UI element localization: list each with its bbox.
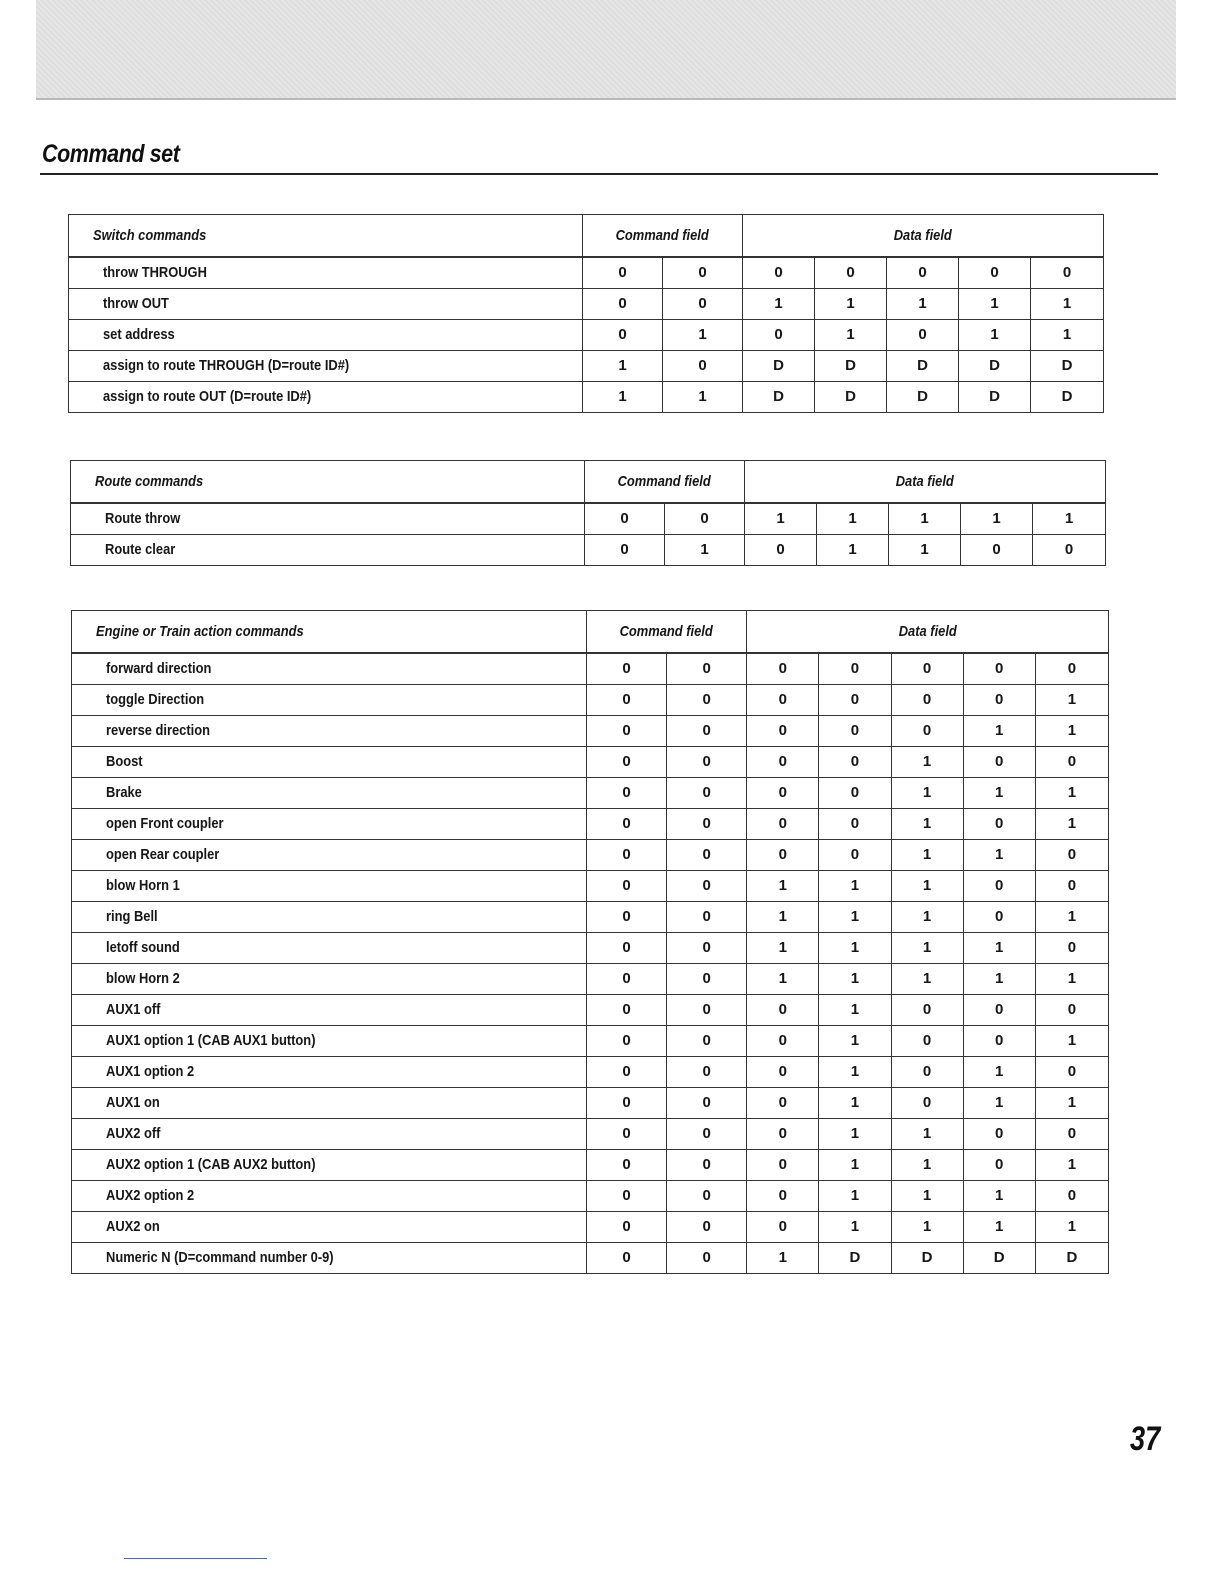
- table-row: [72, 715, 1109, 746]
- section-title: Command set: [42, 140, 180, 168]
- command-bit-cell: 1: [663, 381, 743, 412]
- data-bit-cell: 1: [745, 503, 817, 534]
- command-bit-cell: 0: [586, 746, 666, 777]
- data-bit-cell: 0: [747, 777, 819, 808]
- command-bit-cell: 0: [586, 901, 666, 932]
- data-bit-cell: 0: [819, 808, 891, 839]
- data-bit-cell: D: [819, 1242, 891, 1273]
- data-bit-cell: 1: [891, 932, 963, 963]
- data-bit-cell: 1: [819, 963, 891, 994]
- command-bit-cell: 0: [667, 777, 747, 808]
- table-row: [71, 503, 1106, 534]
- command-bit-cell: 0: [586, 932, 666, 963]
- command-label: Numeric N (D=command number 0-9): [72, 1242, 587, 1273]
- data-bit-cell: 1: [819, 1211, 891, 1242]
- data-bit-cell: 0: [819, 715, 891, 746]
- command-label: Route throw: [71, 503, 585, 534]
- command-bit-cell: 0: [667, 1149, 747, 1180]
- command-bit-cell: 0: [586, 1087, 666, 1118]
- table-header-row: [71, 461, 1106, 504]
- table-row: [72, 870, 1109, 901]
- data-bit-cell: D: [887, 350, 959, 381]
- command-bit-cell: 0: [667, 1211, 747, 1242]
- command-label: blow Horn 2: [72, 963, 587, 994]
- data-bit-cell: 1: [1035, 808, 1108, 839]
- data-bit-cell: 0: [747, 715, 819, 746]
- data-bit-cell: 0: [963, 1025, 1035, 1056]
- data-bit-cell: 1: [747, 870, 819, 901]
- table-row: [72, 839, 1109, 870]
- command-label: Route clear: [71, 534, 585, 565]
- table-row: [69, 288, 1104, 319]
- command-label: AUX2 off: [72, 1118, 587, 1149]
- data-bit-cell: 1: [963, 1180, 1035, 1211]
- table-row: [72, 1118, 1109, 1149]
- header-band: [36, 0, 1176, 100]
- data-bit-cell: D: [959, 381, 1031, 412]
- data-bit-cell: 0: [1033, 534, 1106, 565]
- command-bit-cell: 0: [586, 994, 666, 1025]
- command-bit-cell: 0: [667, 870, 747, 901]
- table-title: Engine or Train action commands: [72, 611, 587, 654]
- command-field-header: Command field: [586, 611, 746, 654]
- command-bit-cell: 0: [586, 684, 666, 715]
- table-row: [69, 381, 1104, 412]
- data-bit-cell: 1: [819, 870, 891, 901]
- switch-commands-table: [68, 214, 1104, 413]
- data-bit-cell: 0: [963, 684, 1035, 715]
- table-row: [72, 684, 1109, 715]
- data-bit-cell: 1: [1035, 1149, 1108, 1180]
- command-bit-cell: 0: [586, 715, 666, 746]
- data-bit-cell: D: [815, 381, 887, 412]
- command-bit-cell: 0: [586, 963, 666, 994]
- data-bit-cell: 0: [747, 1087, 819, 1118]
- data-bit-cell: D: [963, 1242, 1035, 1273]
- command-bit-cell: 0: [586, 1180, 666, 1211]
- data-bit-cell: 1: [819, 1118, 891, 1149]
- data-bit-cell: 1: [963, 839, 1035, 870]
- data-bit-cell: D: [815, 350, 887, 381]
- data-bit-cell: 1: [819, 1180, 891, 1211]
- data-bit-cell: 1: [963, 932, 1035, 963]
- data-bit-cell: 1: [819, 1087, 891, 1118]
- data-bit-cell: 0: [891, 653, 963, 684]
- data-bit-cell: 0: [747, 1056, 819, 1087]
- data-bit-cell: 1: [889, 503, 961, 534]
- data-bit-cell: 1: [1035, 777, 1108, 808]
- command-bit-cell: 0: [586, 808, 666, 839]
- data-bit-cell: 0: [1035, 839, 1108, 870]
- data-bit-cell: 1: [891, 1211, 963, 1242]
- table-row: [72, 1025, 1109, 1056]
- data-bit-cell: 0: [891, 1087, 963, 1118]
- table-row: [72, 653, 1109, 684]
- table-row: [72, 1087, 1109, 1118]
- command-bit-cell: 1: [665, 534, 745, 565]
- table-row: [72, 808, 1109, 839]
- data-bit-cell: 1: [891, 870, 963, 901]
- data-bit-cell: 0: [963, 746, 1035, 777]
- command-bit-cell: 0: [667, 1180, 747, 1211]
- data-bit-cell: 1: [889, 534, 961, 565]
- data-bit-cell: 0: [891, 684, 963, 715]
- data-bit-cell: 0: [963, 1118, 1035, 1149]
- command-label: set address: [69, 319, 583, 350]
- data-field-header: Data field: [743, 215, 1104, 258]
- data-bit-cell: 1: [891, 963, 963, 994]
- data-bit-cell: 0: [747, 1025, 819, 1056]
- data-bit-cell: 1: [819, 901, 891, 932]
- data-bit-cell: 1: [743, 288, 815, 319]
- data-bit-cell: D: [743, 381, 815, 412]
- data-bit-cell: 1: [1031, 288, 1104, 319]
- command-bit-cell: 0: [667, 746, 747, 777]
- data-bit-cell: 1: [815, 319, 887, 350]
- command-bit-cell: 0: [585, 534, 665, 565]
- data-bit-cell: 0: [745, 534, 817, 565]
- data-bit-cell: 1: [1031, 319, 1104, 350]
- table-row: [72, 1149, 1109, 1180]
- page-number: 37: [1130, 1420, 1161, 1458]
- table-row: [72, 1180, 1109, 1211]
- engine-commands-table: [71, 610, 1109, 1274]
- data-bit-cell: 1: [819, 1056, 891, 1087]
- command-bit-cell: 0: [667, 963, 747, 994]
- command-label: AUX1 option 2: [72, 1056, 587, 1087]
- command-bit-cell: 0: [586, 777, 666, 808]
- command-label: open Front coupler: [72, 808, 587, 839]
- data-bit-cell: 1: [815, 288, 887, 319]
- table-header-row: [69, 215, 1104, 258]
- command-bit-cell: 0: [586, 1025, 666, 1056]
- data-bit-cell: 0: [747, 1149, 819, 1180]
- data-bit-cell: 1: [747, 963, 819, 994]
- command-label: AUX1 option 1 (CAB AUX1 button): [72, 1025, 587, 1056]
- data-bit-cell: 1: [1035, 1087, 1108, 1118]
- data-bit-cell: 1: [1035, 715, 1108, 746]
- command-bit-cell: 0: [585, 503, 665, 534]
- data-bit-cell: D: [1031, 381, 1104, 412]
- data-bit-cell: 1: [891, 839, 963, 870]
- data-bit-cell: 1: [891, 1180, 963, 1211]
- data-bit-cell: 0: [959, 257, 1031, 288]
- data-bit-cell: 1: [891, 901, 963, 932]
- table-row: [69, 350, 1104, 381]
- table-row: [72, 932, 1109, 963]
- table-row: [72, 1242, 1109, 1273]
- data-bit-cell: 1: [819, 1149, 891, 1180]
- command-label: assign to route THROUGH (D=route ID#): [69, 350, 583, 381]
- data-bit-cell: 0: [747, 994, 819, 1025]
- data-bit-cell: D: [891, 1242, 963, 1273]
- command-bit-cell: 0: [667, 839, 747, 870]
- data-bit-cell: 1: [961, 503, 1033, 534]
- data-bit-cell: 0: [1031, 257, 1104, 288]
- table-row: [72, 777, 1109, 808]
- data-bit-cell: 0: [819, 684, 891, 715]
- data-bit-cell: 1: [817, 503, 889, 534]
- table-row: [72, 1056, 1109, 1087]
- title-rule: [40, 173, 1158, 175]
- command-label: blow Horn 1: [72, 870, 587, 901]
- data-bit-cell: 0: [747, 746, 819, 777]
- command-bit-cell: 0: [667, 1242, 747, 1273]
- data-bit-cell: 1: [1035, 1211, 1108, 1242]
- command-label: letoff sound: [72, 932, 587, 963]
- command-bit-cell: 0: [667, 1087, 747, 1118]
- table-row: [69, 319, 1104, 350]
- table-row: [72, 901, 1109, 932]
- data-bit-cell: D: [959, 350, 1031, 381]
- table-row: [72, 994, 1109, 1025]
- command-bit-cell: 0: [663, 350, 743, 381]
- command-bit-cell: 1: [583, 350, 663, 381]
- table-row: [72, 1211, 1109, 1242]
- command-bit-cell: 0: [586, 1242, 666, 1273]
- data-bit-cell: 0: [887, 319, 959, 350]
- data-bit-cell: 0: [961, 534, 1033, 565]
- table-title: Switch commands: [69, 215, 583, 258]
- command-label: AUX1 off: [72, 994, 587, 1025]
- command-bit-cell: 0: [667, 932, 747, 963]
- command-bit-cell: 0: [586, 870, 666, 901]
- data-bit-cell: 1: [747, 1242, 819, 1273]
- command-bit-cell: 1: [583, 381, 663, 412]
- command-bit-cell: 0: [663, 257, 743, 288]
- data-bit-cell: 0: [963, 870, 1035, 901]
- data-bit-cell: 1: [963, 1211, 1035, 1242]
- data-bit-cell: 1: [959, 288, 1031, 319]
- command-bit-cell: 0: [586, 1149, 666, 1180]
- data-bit-cell: 0: [891, 1056, 963, 1087]
- data-bit-cell: 0: [963, 808, 1035, 839]
- command-label: ring Bell: [72, 901, 587, 932]
- command-bit-cell: 0: [586, 653, 666, 684]
- data-bit-cell: 1: [747, 932, 819, 963]
- data-bit-cell: 0: [747, 1118, 819, 1149]
- table-row: [71, 534, 1106, 565]
- data-bit-cell: 1: [887, 288, 959, 319]
- command-bit-cell: 0: [586, 1056, 666, 1087]
- data-bit-cell: D: [743, 350, 815, 381]
- command-bit-cell: 0: [663, 288, 743, 319]
- table-row: [72, 963, 1109, 994]
- command-bit-cell: 0: [667, 1118, 747, 1149]
- command-bit-cell: 0: [667, 653, 747, 684]
- data-bit-cell: 0: [1035, 1056, 1108, 1087]
- data-bit-cell: 0: [747, 1180, 819, 1211]
- command-bit-cell: 0: [586, 839, 666, 870]
- data-bit-cell: 0: [819, 839, 891, 870]
- command-label: reverse direction: [72, 715, 587, 746]
- data-bit-cell: 1: [891, 1118, 963, 1149]
- command-label: forward direction: [72, 653, 587, 684]
- data-bit-cell: 0: [887, 257, 959, 288]
- data-bit-cell: 0: [1035, 870, 1108, 901]
- command-bit-cell: 0: [667, 715, 747, 746]
- data-bit-cell: D: [1035, 1242, 1108, 1273]
- command-label: Brake: [72, 777, 587, 808]
- command-bit-cell: 0: [667, 808, 747, 839]
- data-bit-cell: 0: [1035, 653, 1108, 684]
- command-bit-cell: 0: [586, 1118, 666, 1149]
- command-bit-cell: 0: [665, 503, 745, 534]
- data-bit-cell: 0: [747, 1211, 819, 1242]
- data-bit-cell: 0: [963, 901, 1035, 932]
- data-bit-cell: 1: [747, 901, 819, 932]
- command-bit-cell: 0: [667, 901, 747, 932]
- footer-line: [124, 1558, 267, 1559]
- data-bit-cell: 0: [747, 808, 819, 839]
- data-bit-cell: 1: [1035, 963, 1108, 994]
- command-label: AUX2 on: [72, 1211, 587, 1242]
- data-bit-cell: D: [887, 381, 959, 412]
- data-bit-cell: 0: [1035, 1180, 1108, 1211]
- data-bit-cell: 1: [819, 994, 891, 1025]
- command-label: AUX2 option 2: [72, 1180, 587, 1211]
- route-commands-table: [70, 460, 1106, 566]
- data-bit-cell: 0: [963, 653, 1035, 684]
- data-bit-cell: D: [1031, 350, 1104, 381]
- table-header-row: [72, 611, 1109, 654]
- command-label: Boost: [72, 746, 587, 777]
- data-bit-cell: 0: [819, 653, 891, 684]
- command-label: open Rear coupler: [72, 839, 587, 870]
- table-row: [69, 257, 1104, 288]
- command-label: throw OUT: [69, 288, 583, 319]
- data-bit-cell: 0: [1035, 746, 1108, 777]
- data-bit-cell: 0: [1035, 1118, 1108, 1149]
- data-bit-cell: 0: [1035, 994, 1108, 1025]
- data-bit-cell: 0: [891, 715, 963, 746]
- data-bit-cell: 0: [815, 257, 887, 288]
- data-bit-cell: 0: [743, 319, 815, 350]
- data-bit-cell: 0: [747, 684, 819, 715]
- table-title: Route commands: [71, 461, 585, 504]
- data-bit-cell: 1: [963, 715, 1035, 746]
- data-bit-cell: 1: [1035, 1025, 1108, 1056]
- data-bit-cell: 1: [1035, 684, 1108, 715]
- command-label: assign to route OUT (D=route ID#): [69, 381, 583, 412]
- data-bit-cell: 1: [963, 963, 1035, 994]
- data-bit-cell: 1: [891, 1149, 963, 1180]
- data-bit-cell: 1: [1035, 901, 1108, 932]
- command-bit-cell: 0: [667, 684, 747, 715]
- data-bit-cell: 0: [891, 1025, 963, 1056]
- data-bit-cell: 1: [959, 319, 1031, 350]
- command-bit-cell: 0: [667, 1025, 747, 1056]
- data-bit-cell: 1: [817, 534, 889, 565]
- data-bit-cell: 1: [891, 746, 963, 777]
- command-bit-cell: 0: [583, 319, 663, 350]
- data-bit-cell: 1: [1033, 503, 1106, 534]
- command-label: AUX2 option 1 (CAB AUX2 button): [72, 1149, 587, 1180]
- data-bit-cell: 1: [963, 1056, 1035, 1087]
- data-bit-cell: 1: [963, 1087, 1035, 1118]
- data-bit-cell: 0: [963, 994, 1035, 1025]
- command-bit-cell: 0: [583, 288, 663, 319]
- data-bit-cell: 0: [743, 257, 815, 288]
- command-bit-cell: 0: [667, 994, 747, 1025]
- data-bit-cell: 0: [747, 839, 819, 870]
- data-bit-cell: 0: [963, 1149, 1035, 1180]
- command-bit-cell: 0: [583, 257, 663, 288]
- command-field-header: Command field: [583, 215, 743, 258]
- command-label: AUX1 on: [72, 1087, 587, 1118]
- command-field-header: Command field: [585, 461, 745, 504]
- command-label: throw THROUGH: [69, 257, 583, 288]
- table-row: [72, 746, 1109, 777]
- command-bit-cell: 1: [663, 319, 743, 350]
- data-field-header: Data field: [747, 611, 1109, 654]
- data-bit-cell: 0: [891, 994, 963, 1025]
- data-bit-cell: 0: [747, 653, 819, 684]
- command-bit-cell: 0: [667, 1056, 747, 1087]
- data-bit-cell: 1: [963, 777, 1035, 808]
- data-bit-cell: 0: [819, 777, 891, 808]
- data-bit-cell: 1: [891, 808, 963, 839]
- data-bit-cell: 1: [819, 932, 891, 963]
- data-bit-cell: 1: [819, 1025, 891, 1056]
- data-bit-cell: 0: [819, 746, 891, 777]
- command-label: toggle Direction: [72, 684, 587, 715]
- data-bit-cell: 1: [891, 777, 963, 808]
- command-bit-cell: 0: [586, 1211, 666, 1242]
- data-bit-cell: 0: [1035, 932, 1108, 963]
- data-field-header: Data field: [745, 461, 1106, 504]
